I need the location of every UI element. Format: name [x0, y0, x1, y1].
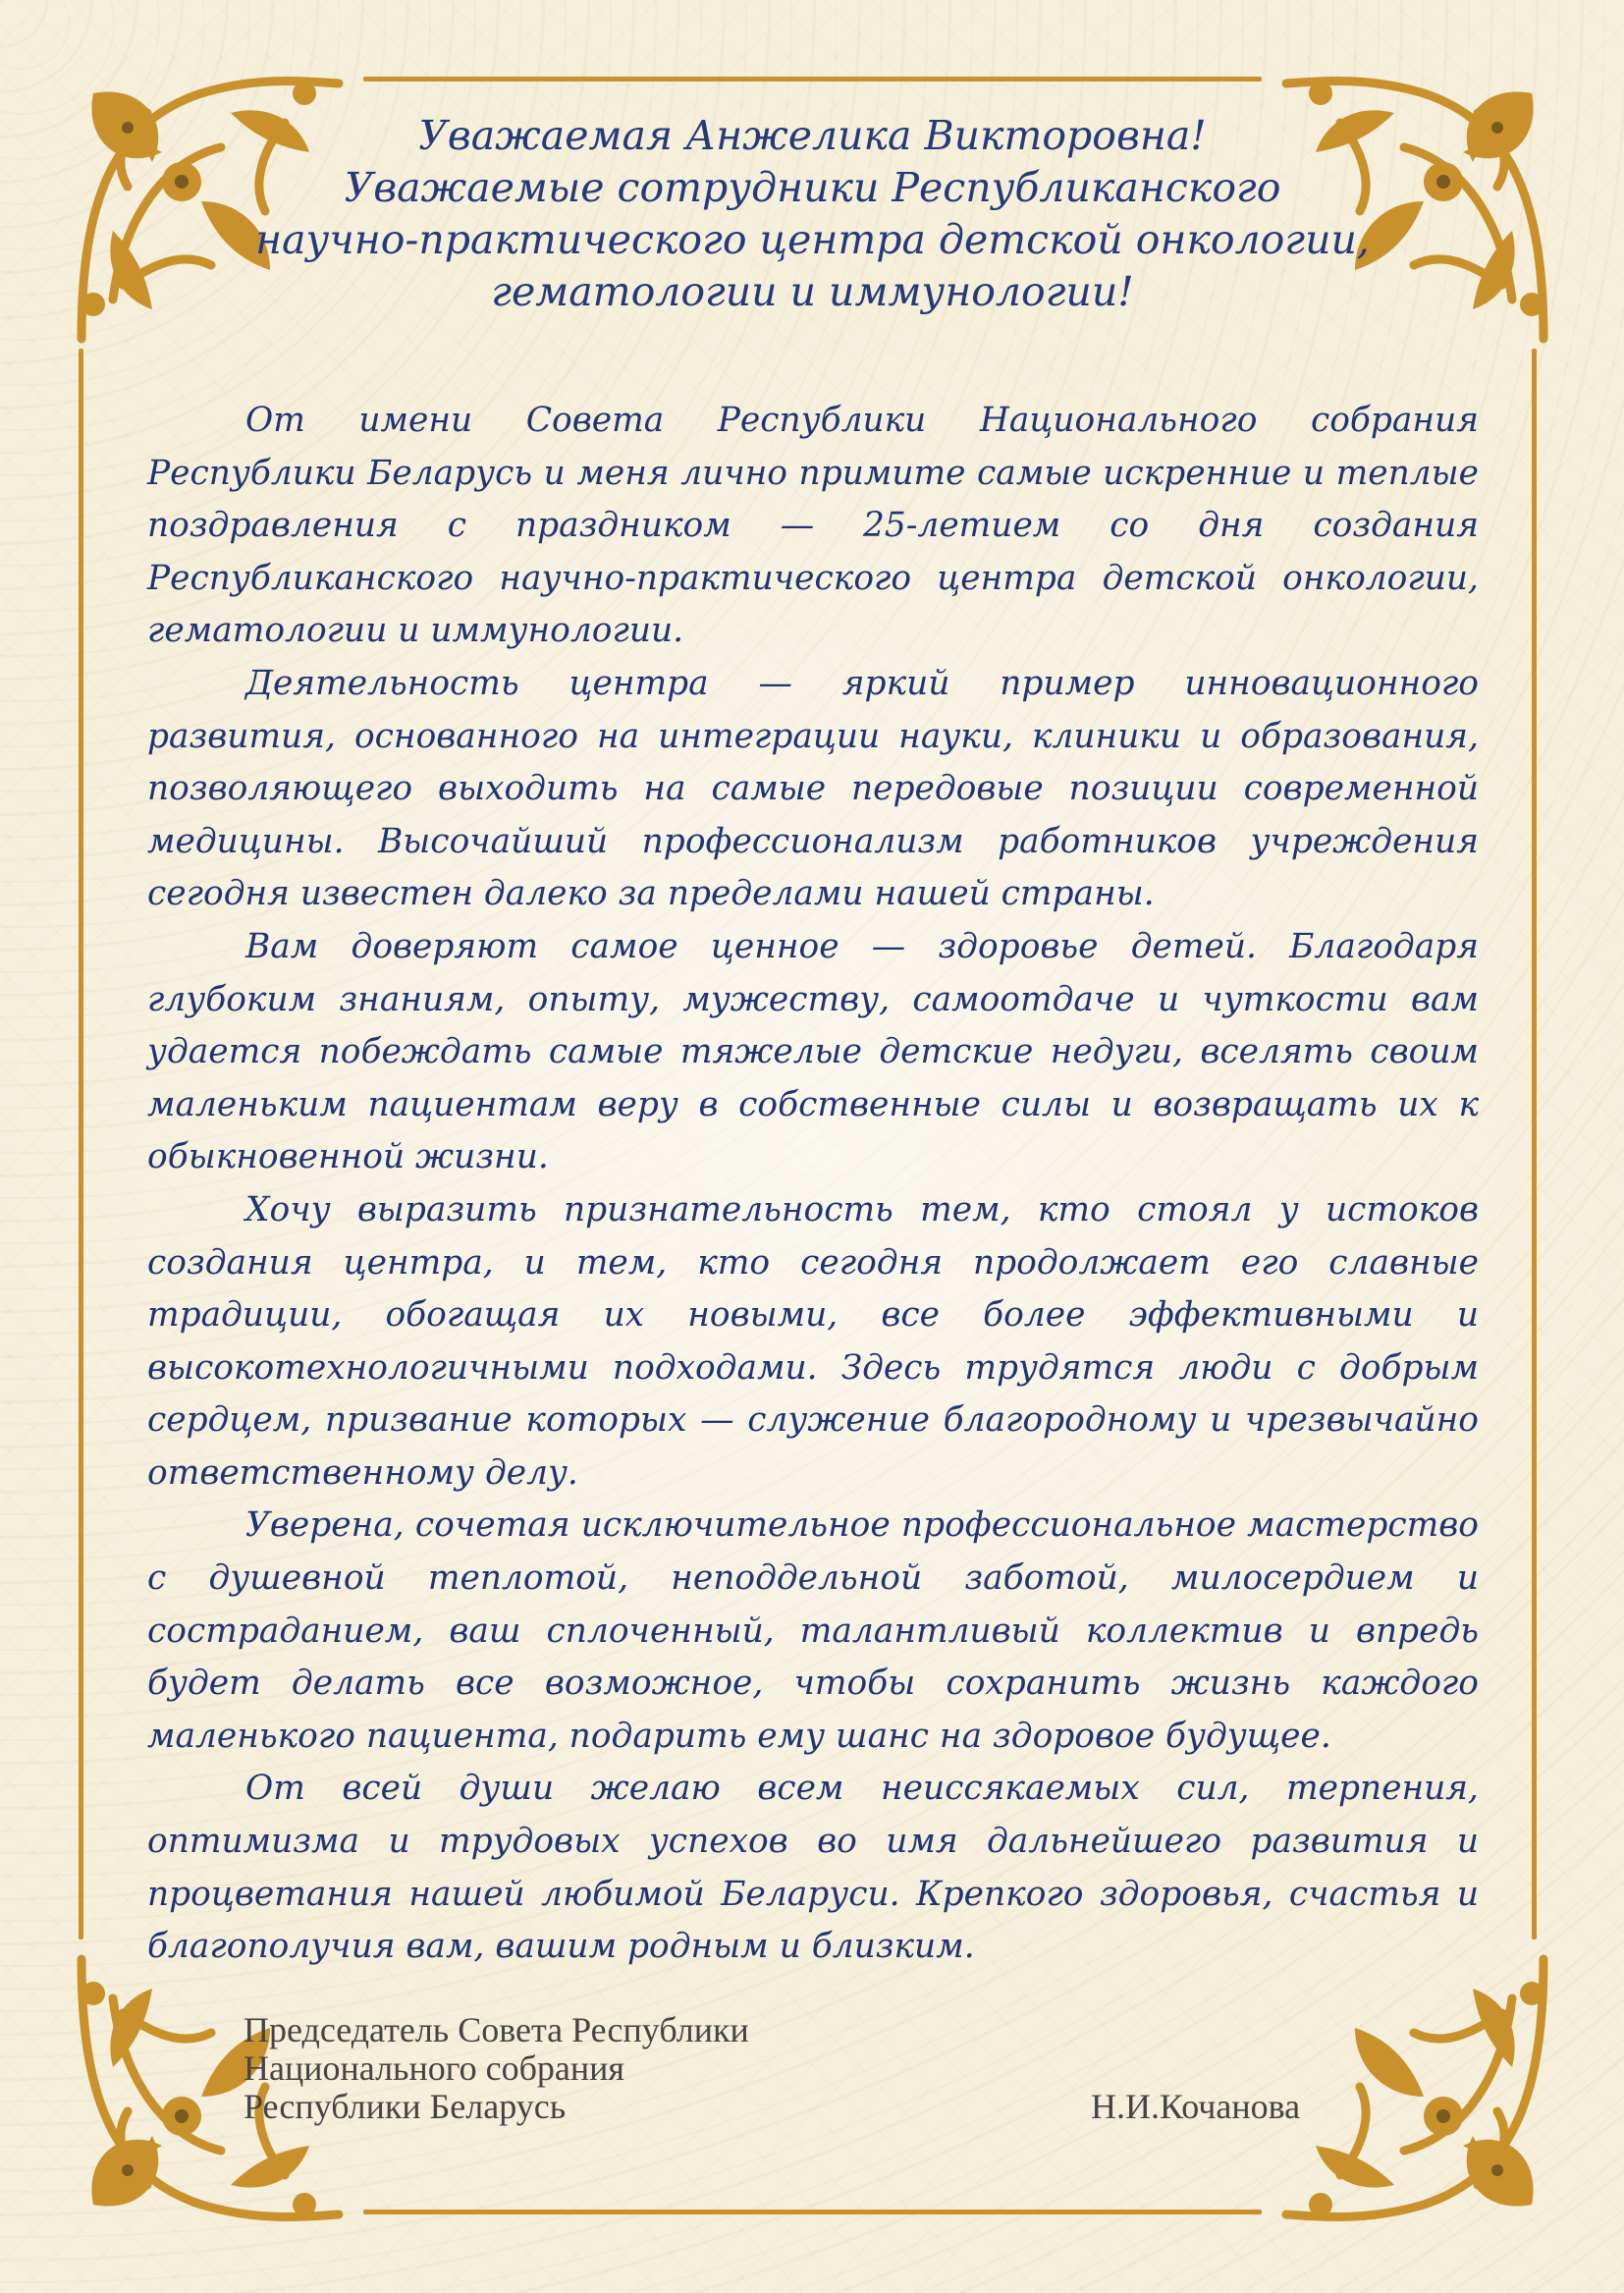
signature-block [244, 2011, 1422, 2158]
body-paragraph: От имени Совета Республики Национального собрания Республики Беларусь и меня лично примите самые искренние и теплые поздравления с праздником — 25-летием со дня создания Республиканского научно-практического центра детской онкологии, гематологии и иммунологии. [147, 401, 1479, 651]
signature-name: Н.И.Кочанова [1091, 2087, 1301, 2126]
greeting-line: Уважаемые сотрудники Республиканского [344, 164, 1281, 211]
frame-line-right [1532, 349, 1537, 1939]
body-paragraph: Уверена, сочетая исключительное профессиональное мастерство с душевной теплотой, неподдельной заботой, милосердием и состраданием, ваш сплоченный, талантливый коллектив и впредь будет делать все возможное, чтобы сохранить жизнь каждого маленького пациента, подарить ему шанс на здоровое будущее. [147, 1505, 1479, 1756]
frame-line-left [79, 349, 83, 1939]
body-paragraph: Вам доверяют самое ценное — здоровье детей. Благодаря глубоким знаниям, опыту, мужеству, самоотдаче и чуткости вам удается побеждать самые тяжелые детские недуги, вселять своим маленьким пациентам веру в собственные силы и возвращать их к обыкновенной жизни. [147, 926, 1479, 1177]
body-paragraph: Хочу выразить признательность тем, кто стоял у истоков создания центра, и тем, кто сегодня продолжает его славные традиции, обогащая их новыми, все более эффективными и высокотехнологичными подходами. Здесь трудятся люди с добрым сердцем, призвание которых — служение благородному и чрезвычайно ответственному делу. [147, 1189, 1479, 1493]
signature-title-line: Председатель Совета Республики [244, 2010, 749, 2049]
frame-line-bottom [363, 2210, 1262, 2214]
greeting-line: гематологии и иммунологии! [491, 268, 1134, 315]
greeting-line: научно-практического центра детской онкологии, [255, 216, 1370, 263]
greeting-line: Уважаемая Анжелика Викторовна! [418, 112, 1207, 159]
body-paragraph: Деятельность центра — яркий пример инновационного развития, основанного на интеграции науки, клиники и образования, позволяющего выходить на самые передовые позиции современной медицины. Высочайший профессионализм работников учреждения сегодня известен далеко за пределами нашей страны. [147, 663, 1479, 914]
letter-body [147, 395, 1479, 1974]
body-paragraph: От всей души желаю всем неиссякаемых сил, терпения, оптимизма и трудовых успехов во имя дальнейшего развития и процветания нашей любимой Беларуси. Крепкого здоровья, счастья и благополучия вам, вашим родным и близким. [147, 1769, 1479, 1967]
frame-line-top [363, 77, 1262, 82]
signature-title-line: Республики Беларусь [244, 2087, 567, 2126]
signature-title-line: Национального собрания [244, 2048, 624, 2088]
greeting-heading [245, 110, 1380, 318]
